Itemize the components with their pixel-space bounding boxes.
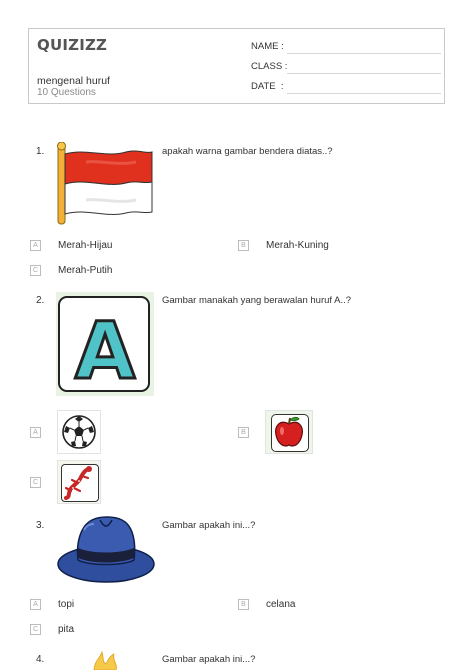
q1-option-a-text[interactable]: Merah-Hijau (58, 240, 113, 251)
class-line (287, 73, 441, 74)
q3-option-b-text[interactable]: celana (266, 599, 296, 610)
question-3-number: 3. (36, 520, 45, 531)
q1-option-c-letter[interactable]: C (30, 265, 41, 276)
name-label: NAME : (251, 41, 284, 52)
date-label: DATE : (251, 81, 284, 92)
class-label: CLASS : (251, 61, 288, 72)
apple-icon[interactable] (265, 410, 313, 454)
q1-option-b-text[interactable]: Merah-Kuning (266, 240, 329, 251)
question-4-text: Gambar apakah ini...? (162, 654, 256, 665)
letter-a-card-icon (56, 292, 154, 396)
name-line (287, 53, 441, 54)
q1-option-b-letter[interactable]: B (238, 240, 249, 251)
question-2-text: Gambar manakah yang berawalan huruf A..? (162, 295, 352, 306)
class-field[interactable] (251, 61, 441, 75)
letter-a-glyph: A (74, 307, 136, 396)
question-1-number: 1. (36, 146, 45, 157)
question-count: 10 Questions (37, 87, 96, 98)
q3-option-a-text[interactable]: topi (58, 599, 75, 610)
question-4-number: 4. (36, 654, 45, 665)
name-field[interactable] (251, 41, 441, 55)
date-line (287, 93, 441, 94)
worksheet-title: mengenal huruf (37, 75, 110, 87)
q3-option-c-text[interactable]: pita (58, 624, 75, 635)
date-field[interactable] (251, 81, 441, 95)
q3-option-c-letter[interactable]: C (30, 624, 41, 635)
q1-option-a-letter[interactable]: A (30, 240, 41, 251)
q2-option-c-letter[interactable]: C (30, 477, 41, 488)
indonesia-flag-icon (56, 142, 156, 226)
q3-option-b-letter[interactable]: B (238, 599, 249, 610)
question-2-number: 2. (36, 295, 45, 306)
flame-icon (90, 650, 120, 670)
q3-option-a-letter[interactable]: A (30, 599, 41, 610)
blue-hat-icon (56, 514, 156, 586)
quizizz-logo: QUIZIZZ (37, 36, 108, 54)
worksheet-header (28, 28, 445, 104)
question-3-text: Gambar apakah ini...? (162, 520, 256, 531)
q1-option-c-text[interactable]: Merah-Putih (58, 265, 113, 276)
lizard-icon[interactable] (57, 460, 101, 504)
soccer-ball-icon[interactable] (57, 410, 101, 454)
question-1-text: apakah warna gambar bendera diatas..? (162, 146, 333, 157)
q2-option-a-letter[interactable]: A (30, 427, 41, 438)
q2-option-b-letter[interactable]: B (238, 427, 249, 438)
